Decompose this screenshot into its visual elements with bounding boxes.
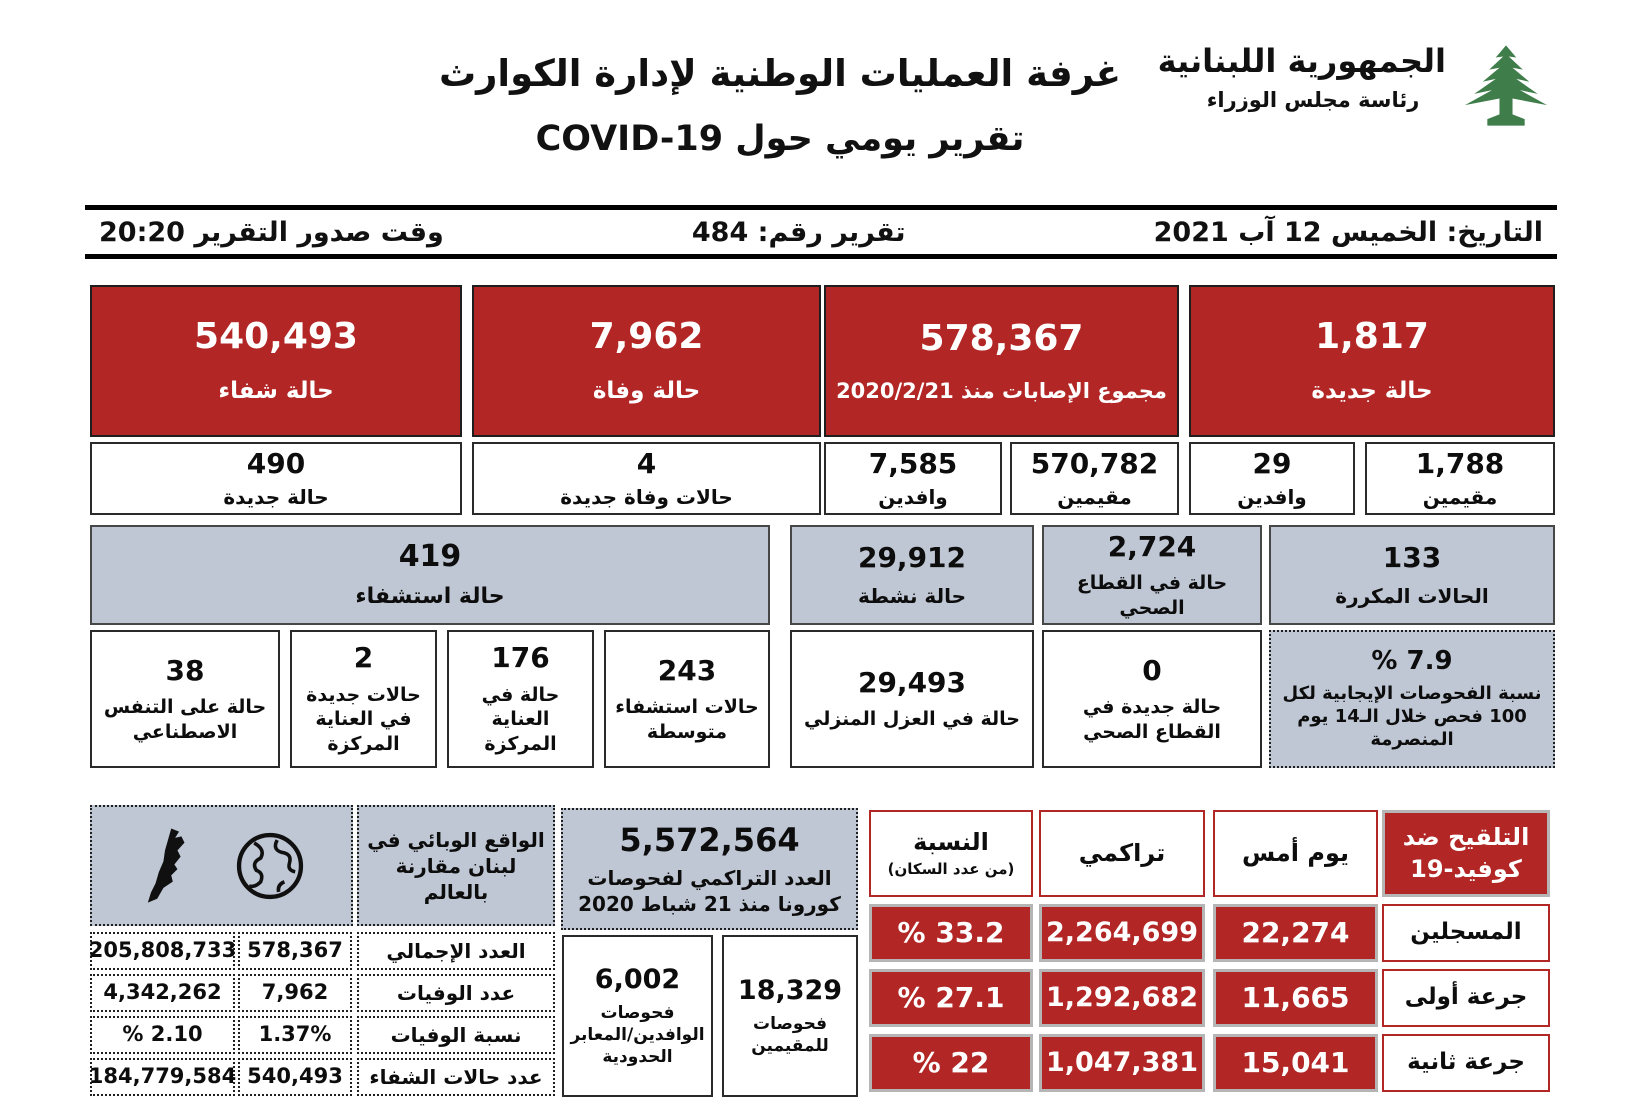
hospitalized-cases-value: 419 — [398, 538, 462, 574]
new-cases-value: 1,817 — [1315, 316, 1429, 358]
total-cases-value: 578,367 — [919, 317, 1084, 359]
vaccination-col-percent — [869, 810, 1033, 897]
icu-cases-box — [447, 630, 594, 768]
world-recovered-cell — [90, 1058, 235, 1096]
residents-tests-box — [722, 935, 858, 1097]
active-cases-value: 29,912 — [857, 541, 967, 575]
positivity-rate-label: نسبة الفحوصات الإيجابية لكل 100 فحص خلال الـ14 يوم المنصرمة — [1282, 682, 1542, 751]
repeated-cases-label: الحالات المكررة — [1335, 583, 1489, 608]
positivity-rate-value: 7.9 % — [1371, 646, 1453, 677]
new-residents-label: مقيمين — [1422, 485, 1498, 510]
hospitalized-cases-label: حالة استشفاء — [355, 583, 505, 609]
lebanon-death-rate-cell — [238, 1016, 352, 1054]
death-rate-row-label-cell — [357, 1016, 555, 1054]
moderate-hospitalization-value: 243 — [657, 653, 717, 687]
total-residents-label: مقيمين — [1057, 485, 1132, 510]
total-cases-box — [824, 285, 1179, 437]
deaths-total-label: حالة وفاة — [592, 377, 701, 404]
total-cases-label: مجموع الإصابات منذ 2020/2/21 — [836, 378, 1167, 403]
first-dose-percent-cell — [869, 969, 1033, 1027]
deaths-total-value: 7,962 — [589, 316, 704, 358]
arrivals-tests-box — [562, 935, 713, 1097]
home-isolation-value: 29,493 — [857, 665, 967, 699]
vaccination-title-box — [1382, 810, 1550, 897]
active-cases-box — [790, 525, 1034, 625]
recovered-total-box — [90, 285, 462, 437]
lebanon-recovered-value: 540,493 — [247, 1064, 343, 1089]
globe-icon — [234, 830, 306, 902]
repeated-cases-box — [1269, 525, 1555, 625]
moderate-hospitalization-label: حالات استشفاء متوسطة — [615, 696, 759, 743]
report-issue-time: وقت صدور التقرير 20:20 — [99, 216, 444, 248]
total-residents-value: 570,782 — [1030, 446, 1159, 480]
recovered-total-value: 540,493 — [194, 316, 358, 358]
total-arrivals-value: 7,585 — [868, 446, 958, 480]
new-arrivals-box — [1189, 442, 1355, 515]
report-number: تقرير رقم: 484 — [691, 216, 906, 248]
vaccination-col-cumulative — [1039, 810, 1205, 897]
report-title-line2: تقرير يومي حول COVID-19 — [535, 119, 1025, 159]
vaccination-row-first-dose-label-cell — [1382, 969, 1550, 1027]
vaccination-col-cumulative-label: تراكمي — [1078, 838, 1166, 867]
new-deaths-box — [472, 442, 821, 515]
arrivals-tests-value: 6,002 — [594, 963, 681, 995]
second-dose-yesterday-cell — [1213, 1034, 1378, 1092]
ventilator-cases-value: 38 — [165, 653, 205, 687]
new-health-sector-box — [1042, 630, 1262, 768]
residents-tests-value: 18,329 — [737, 974, 843, 1006]
world-lebanon-icons-cell — [90, 805, 353, 926]
second-dose-percent-value: 22 % — [912, 1046, 990, 1080]
report-date: التاريخ: الخميس 12 آب 2021 — [1153, 216, 1543, 248]
logo-republic-title: الجمهورية اللبنانية — [1157, 42, 1446, 80]
registered-yesterday-value: 22,274 — [1241, 916, 1350, 950]
first-dose-cumulative-cell — [1039, 969, 1205, 1027]
world-total-cell — [90, 932, 235, 970]
ventilator-cases-label: حالة على التنفس الاصطناعي — [103, 696, 267, 743]
health-sector-cases-box — [1042, 525, 1262, 625]
first-dose-label: جرعة أولى — [1404, 984, 1528, 1011]
new-arrivals-label: وافدين — [1237, 485, 1307, 510]
home-isolation-label: حالة في العزل المنزلي — [804, 708, 1020, 731]
world-total-value: 205,808,733 — [88, 938, 237, 963]
lebanon-map-icon — [138, 827, 192, 905]
logo-council-subtitle: رئاسة مجلس الوزراء — [1206, 88, 1420, 112]
world-deaths-cell — [90, 974, 235, 1012]
report-meta-band — [85, 205, 1557, 259]
second-dose-percent-cell — [869, 1034, 1033, 1092]
vaccination-row-second-dose-label-cell — [1382, 1034, 1550, 1092]
vaccination-col-percent-sublabel: (من عدد السكان) — [887, 860, 1015, 879]
registered-yesterday-cell — [1213, 904, 1378, 962]
repeated-cases-value: 133 — [1382, 541, 1442, 575]
cedar-tree-icon — [1450, 34, 1562, 150]
report-title-line1: غرفة العمليات الوطنية لإدارة الكوارث — [438, 52, 1122, 95]
cumulative-tests-value: 5,572,564 — [619, 820, 800, 859]
arrivals-tests-label: فحوصات الوافدين/المعابر الحدودية — [570, 1003, 705, 1068]
recovered-row-label-cell — [357, 1058, 555, 1096]
lebanon-deaths-cell — [238, 974, 352, 1012]
total-arrivals-label: وافدين — [878, 485, 948, 510]
new-recovered-box — [90, 442, 462, 515]
deaths-row-label: عدد الوفيات — [396, 981, 516, 1005]
new-arrivals-value: 29 — [1252, 446, 1292, 480]
vaccination-col-percent-label: النسبة — [913, 828, 989, 857]
lebanon-recovered-cell — [238, 1058, 352, 1096]
total-arrivals-box — [824, 442, 1002, 515]
first-dose-cumulative-value: 1,292,682 — [1045, 981, 1199, 1013]
recovered-total-label: حالة شفاء — [218, 377, 334, 404]
new-deaths-label: حالات وفاة جديدة — [560, 485, 733, 510]
cumulative-tests-box — [561, 808, 858, 930]
health-sector-cases-value: 2,724 — [1107, 529, 1197, 563]
world-death-rate-cell — [90, 1016, 235, 1054]
registered-cumulative-cell — [1039, 904, 1205, 962]
lebanon-deaths-value: 7,962 — [261, 980, 329, 1005]
home-isolation-box — [790, 630, 1034, 768]
registered-cumulative-value: 2,264,699 — [1045, 916, 1199, 948]
world-death-rate-value: 2.10 % — [122, 1022, 203, 1047]
first-dose-yesterday-cell — [1213, 969, 1378, 1027]
new-cases-label: حالة جديدة — [1311, 377, 1433, 404]
vaccination-col-yesterday-label: يوم أمس — [1242, 838, 1350, 867]
positivity-rate-box — [1269, 630, 1555, 768]
new-recovered-label: حالة جديدة — [223, 485, 329, 510]
deaths-row-label-cell — [357, 974, 555, 1012]
registered-percent-cell — [869, 904, 1033, 962]
ventilator-cases-box — [90, 630, 280, 768]
recovered-row-label: عدد حالات الشفاء — [369, 1065, 543, 1089]
vaccination-col-yesterday — [1213, 810, 1378, 897]
gov-logo-text — [1157, 42, 1446, 112]
second-dose-yesterday-value: 15,041 — [1241, 1046, 1350, 1080]
new-icu-cases-value: 2 — [353, 641, 374, 675]
second-dose-cumulative-value: 1,047,381 — [1045, 1046, 1199, 1078]
health-sector-cases-label: حالة في القطاع الصحي — [1076, 572, 1228, 619]
new-health-sector-label: حالة جديدة في القطاع الصحي — [1082, 696, 1222, 743]
lebanon-death-rate-value: 1.37% — [258, 1022, 332, 1047]
world-recovered-value: 184,779,584 — [88, 1064, 237, 1089]
death-rate-row-label: نسبة الوفيات — [390, 1023, 522, 1047]
new-health-sector-value: 0 — [1142, 653, 1162, 687]
first-dose-yesterday-value: 11,665 — [1241, 981, 1350, 1015]
second-dose-cumulative-cell — [1039, 1034, 1205, 1092]
new-cases-box — [1189, 285, 1555, 437]
new-residents-value: 1,788 — [1415, 446, 1505, 480]
cumulative-tests-label: العدد التراكمي لفحوصات كورونا منذ 21 شباط 2020 — [578, 866, 841, 917]
new-deaths-value: 4 — [636, 446, 657, 480]
active-cases-label: حالة نشطة — [858, 583, 966, 608]
new-residents-box — [1365, 442, 1555, 515]
vaccination-row-registered-label-cell — [1382, 904, 1550, 962]
lebanon-total-cell — [238, 932, 352, 970]
report-title — [400, 52, 1160, 159]
total-residents-box — [1010, 442, 1179, 515]
total-row-label-cell — [357, 932, 555, 970]
deaths-total-box — [472, 285, 821, 437]
icu-cases-label: حالة في العناية المركزة — [481, 683, 560, 756]
second-dose-label: جرعة ثانية — [1407, 1049, 1525, 1076]
world-deaths-value: 4,342,262 — [103, 980, 222, 1005]
residents-tests-label: فحوصات للمقيمين — [751, 1014, 829, 1057]
icu-cases-value: 176 — [491, 641, 550, 675]
vaccination-title: التلقيح ضد كوفيد-19 — [1402, 823, 1530, 883]
new-icu-cases-label: حالات جديدة في العناية المركزة — [306, 683, 421, 756]
new-recovered-value: 490 — [246, 446, 306, 480]
hospitalized-cases-box — [90, 525, 770, 625]
moderate-hospitalization-box — [604, 630, 770, 768]
world-table-title-cell — [357, 805, 555, 926]
lebanon-total-value: 578,367 — [247, 938, 343, 963]
total-row-label: العدد الإجمالي — [386, 939, 526, 963]
world-table-title: الواقع الوبائي في لبنان مقارنة بالعالم — [367, 827, 545, 904]
first-dose-percent-value: 27.1 % — [897, 981, 1005, 1015]
registered-percent-value: 33.2 % — [897, 916, 1005, 950]
registered-label: المسجلين — [1410, 919, 1522, 946]
new-icu-cases-box — [290, 630, 437, 768]
